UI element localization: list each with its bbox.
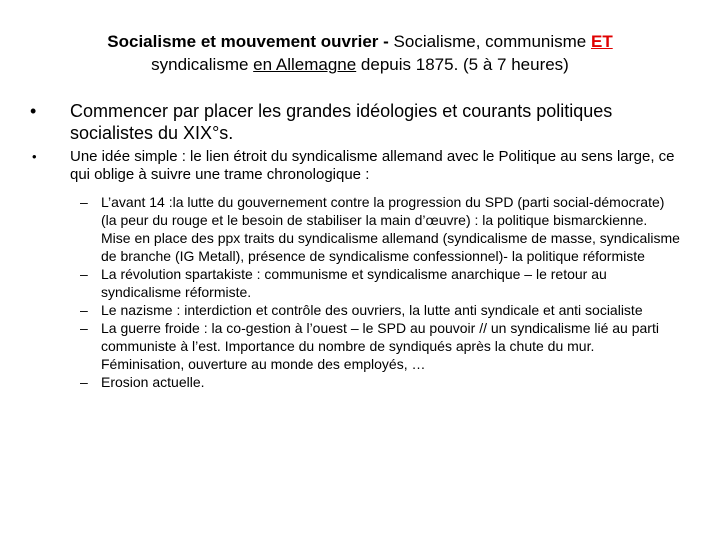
sub-item-4	[80, 319, 680, 373]
sub-list	[80, 193, 680, 391]
bullet-item-2	[30, 148, 690, 184]
title-red-et: ET	[590, 32, 613, 51]
sub-item-1	[80, 193, 680, 265]
dash-icon: –	[80, 320, 88, 336]
sub-item-2	[80, 265, 680, 301]
bullet-text-2: Une idée simple : le lien étroit du syndicalisme allemand avec le Politique au sens large, ce qui oblige à suivre une trame chronologique :	[70, 148, 675, 183]
title-bold-part: Socialisme et mouvement ouvrier -	[107, 32, 394, 51]
bullet-item-1	[30, 100, 690, 144]
sub-item-text: L’avant 14 :la lutte du gouvernement contre la progression du SPD (parti social-démocrate) (la peur du rouge et le besoin de stabiliser la main d’œuvre) : la politique bismarckienne. Mise en place des ppx traits du syndicalisme allemand (syndicalisme de masse, syndicalisme de branche (IG Metall), présence de syndicalisme confessionnel)- la politique réformiste	[101, 194, 680, 264]
sub-item-5	[80, 373, 680, 391]
dash-icon: –	[80, 194, 88, 210]
sub-item-text: Le nazisme : interdiction et contrôle des ouvriers, la lutte anti syndicale et anti socialiste	[101, 302, 643, 318]
bullet-text-1: Commencer par placer les grandes idéologies et courants politiques socialistes du XIX°s.	[70, 101, 613, 143]
sub-item-text: La révolution spartakiste : communisme et syndicalisme anarchique – le retour au syndicalisme réformiste.	[101, 266, 607, 300]
title-underlined-part: en Allemagne	[253, 55, 357, 74]
bullet-icon: •	[30, 101, 37, 121]
bullet-icon: •	[32, 149, 37, 164]
slide-title	[40, 30, 680, 76]
sub-item-text: Erosion actuelle.	[101, 374, 205, 390]
title-part-6: depuis 1875. (5 à 7 heures)	[356, 55, 569, 74]
title-part-2: Socialisme, communisme	[393, 32, 591, 51]
dash-icon: –	[80, 266, 88, 282]
sub-item-3	[80, 301, 680, 319]
dash-icon: –	[80, 302, 88, 318]
sub-item-text: La guerre froide : la co-gestion à l’ouest – le SPD au pouvoir // un syndicalisme lié au parti communiste à l’est. Importance du nombre de syndiqués après la chute du mur. Féminisation, ouverture au monde des employés, …	[101, 320, 659, 372]
dash-icon: –	[80, 374, 88, 390]
title-part-4: syndicalisme	[151, 55, 254, 74]
